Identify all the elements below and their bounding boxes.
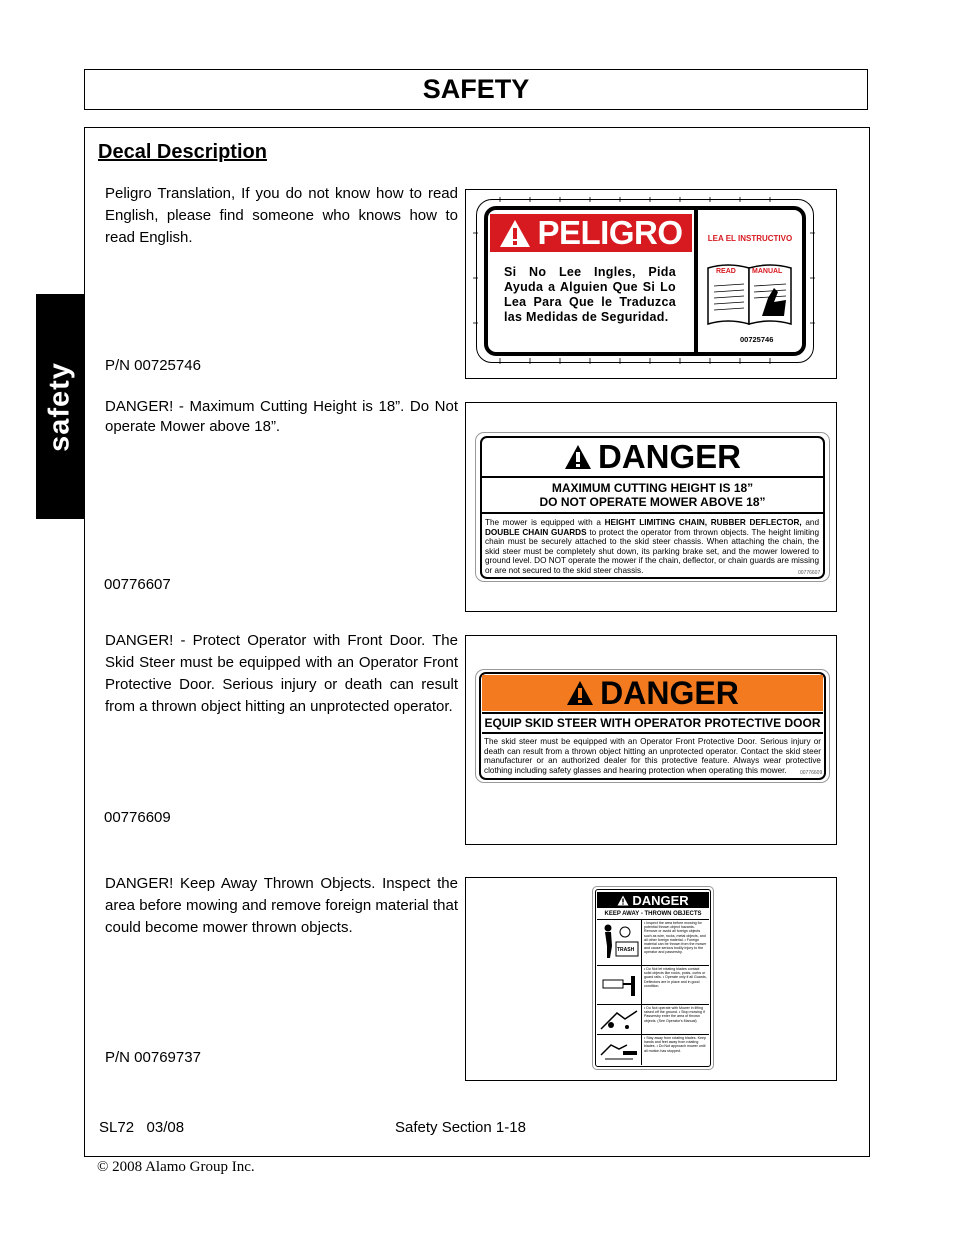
- footer-model: SL72 03/08: [99, 1119, 185, 1136]
- book-manual-label: MANUAL: [752, 268, 783, 275]
- decal-row: [597, 920, 709, 966]
- side-tab: [36, 294, 84, 519]
- row-text: • Inspect the area before mowing for potential thrown object hazards. Remove or avoid all foreign objects such as wire, rocks, metal objects, and all other foreign material. • Foreign material can be thrown from the mower and cause serious bodily injury to the operator and passersby.: [644, 921, 707, 955]
- decal-body: The skid steer must be equipped with an Operator Front Protective Door. Serious injury or death can result from a thrown object hitting an unprotected operator. Contact the skid steer manufacturer or an authorized dealer for this protective feature. Always wear protective clothing including safety glasses and hearing protection when operating this mower.: [484, 737, 821, 775]
- warning-triangle-icon: [564, 444, 592, 470]
- decal-description: Peligro Translation, If you do not know how to read English, please find someone who knows how to read English.: [105, 185, 458, 246]
- blade-guard-icon: [597, 966, 641, 1004]
- operator-trash-icon: [597, 920, 641, 965]
- book-read-label: READ: [716, 268, 736, 275]
- decal-description: DANGER! - Protect Operator with Front Door. The Skid Steer must be equipped with an Operator Front Protective Door. Serious injury or death can result from a thrown object hitting an unprotected operator.: [105, 632, 458, 715]
- page-header: [84, 69, 868, 110]
- decal-row: [597, 966, 709, 1005]
- side-tab-label: safety: [43, 361, 76, 452]
- danger-header: [597, 892, 709, 908]
- decal-message: Si No Lee Ingles, Pida Ayuda a Alguien Que Si Lo Lea Para Que le Traduzca las Medidas de Seguridad.: [504, 265, 676, 324]
- signal-word: DANGER: [632, 892, 689, 908]
- trash-label: TRASH: [617, 947, 635, 953]
- part-number: 00776607: [104, 576, 171, 593]
- decal-code: 00776607: [798, 570, 821, 576]
- signal-word: DANGER: [597, 438, 741, 475]
- body-text-3: to protect the operator from thrown objects. The height limiting chain must be securely attached to the skid steer chassis. When attaching the chain, the skid steer must be completely shut down, its parking brake set, and the mower lowered to ground level. DO NOT operate the mower if the chain, deflector, or chain guards are missing or are not secured to the skid steer chassis.: [485, 527, 819, 575]
- headline-line-2: DO NOT OPERATE MOWER ABOVE 18”: [539, 495, 766, 509]
- thrown-object-icon: [597, 1005, 641, 1034]
- decal-headline: KEEP AWAY - THROWN OBJECTS: [597, 910, 709, 920]
- headline-line-1: MAXIMUM CUTTING HEIGHT IS 18”: [551, 481, 754, 495]
- divider: [694, 210, 698, 352]
- row-picture: [597, 1035, 642, 1065]
- rotating-blade-icon: [597, 1035, 641, 1064]
- warning-triangle-icon: [566, 680, 594, 706]
- lea-label: LEA EL INSTRUCTIVO: [707, 234, 793, 243]
- copyright: © 2008 Alamo Group Inc.: [97, 1159, 255, 1175]
- danger-header: [482, 438, 823, 476]
- warning-triangle-icon: [499, 219, 531, 248]
- decal-headline: EQUIP SKID STEER WITH OPERATOR PROTECTIVE DOOR: [482, 712, 823, 734]
- row-text: • Do Not operate with Mower in lifting raised off the ground. • Stop mowing if Passersby enter the area of thrown objects. (See Operator's Manual): [644, 1006, 705, 1023]
- peligro-header: [490, 214, 692, 252]
- warning-triangle-icon: [617, 895, 629, 906]
- row-picture: [597, 1005, 642, 1034]
- decal-code: 00776609: [800, 770, 823, 776]
- body-bold-2: DOUBLE CHAIN GUARDS: [485, 527, 587, 537]
- decal-row: [597, 1035, 709, 1065]
- decal-description: DANGER! Keep Away Thrown Objects. Inspect the area before mowing and remove foreign material that could become mower thrown objects.: [105, 875, 458, 936]
- footer-page-number: Safety Section 1-18: [395, 1119, 526, 1136]
- row-text: • Stay away from rotating blades. Keep hands and feet away from rotating blades. • Do Not approach mower until all motion has stopped.: [644, 1036, 706, 1053]
- body-text-1: The mower is equipped with a: [485, 518, 605, 527]
- body-bold-1: HEIGHT LIMITING CHAIN, RUBBER DEFLECTOR,: [604, 518, 802, 527]
- decal-description: DANGER! - Maximum Cutting Height is 18”. Do Not operate Mower above 18”.: [105, 398, 458, 435]
- part-number: P/N 00725746: [105, 357, 201, 374]
- part-number: 00776609: [104, 809, 171, 826]
- signal-word: PELIGRO: [537, 214, 683, 251]
- decal-code: 00725746: [740, 335, 774, 344]
- decal-body: [485, 518, 819, 576]
- section-title: Decal Description: [98, 141, 267, 163]
- danger-header: [482, 675, 823, 711]
- decal-row: [597, 1005, 709, 1035]
- signal-word: DANGER: [600, 674, 739, 711]
- page-title: SAFETY: [422, 74, 530, 104]
- row-picture: [597, 966, 642, 1004]
- row-text: • Do Not let rotating blades contact solid objects like rocks, posts, curbs or guard rails. • Operate only if all Guards, Deflectors are in place and in good condition.: [644, 967, 707, 988]
- row-picture: [597, 920, 642, 965]
- body-text-2: and: [801, 518, 820, 527]
- decal-headline: [482, 476, 823, 514]
- part-number: P/N 00769737: [105, 1049, 201, 1066]
